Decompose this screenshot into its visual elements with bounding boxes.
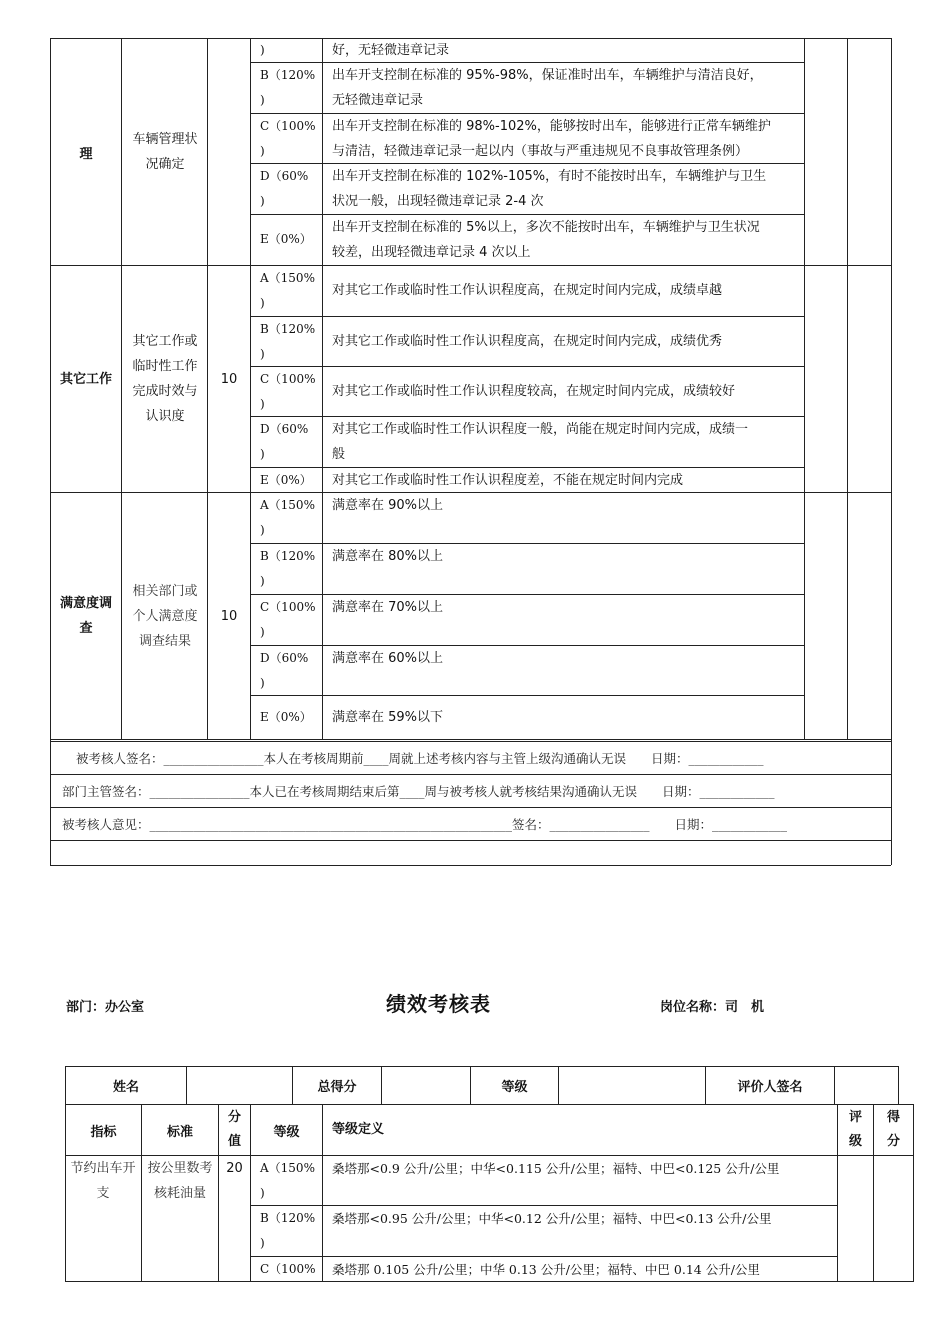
grade-cell: A（150% ) <box>260 271 315 310</box>
grade-cell: B（120% ) <box>260 549 316 588</box>
definition-cell: 对其它工作或临时性工作认识程度差，不能在规定时间内完成 <box>332 473 684 488</box>
page-title: 绩效考核表 <box>386 992 491 1016</box>
category-label: 满意度调查 <box>60 596 113 636</box>
score-value: 10 <box>220 371 238 387</box>
definition-cell: 对其它工作或临时性工作认识程度高，在规定时间内完成，成绩优秀 <box>332 334 723 349</box>
standard-label: 其它工作或临时性工作完成时效与认识度 <box>132 334 198 424</box>
grade-cell: C（100% ) <box>260 119 316 158</box>
name-label: 姓名 <box>112 1080 139 1095</box>
category-label: 其它工作 <box>60 371 113 387</box>
department-label: 部门：办公室 <box>66 1000 145 1015</box>
evaluator-signature-value[interactable] <box>835 1067 898 1104</box>
grade-cell: B（120% ) <box>260 322 316 361</box>
indicator-value: 节约出车开 支 <box>70 1161 136 1201</box>
name-value[interactable] <box>187 1067 292 1104</box>
definition-cell: 满意率在 90%以上 <box>332 498 444 513</box>
position-label: 岗位名称：司 机 <box>660 1000 765 1015</box>
header-standard: 标准 <box>166 1124 193 1140</box>
level-value[interactable] <box>559 1067 705 1104</box>
definition-cell: 对其它工作或临时性工作认识程度高，在规定时间内完成，成绩卓越 <box>332 283 723 298</box>
grade-cell: E（0%） <box>260 710 312 724</box>
header-level: 等级 <box>273 1124 300 1140</box>
definition-cell: 桑塔那 0.105 公升/公里；中华 0.13 公升/公里；福特、中巴 0.14 公升/公里 <box>332 1262 760 1277</box>
grade-cell: C（100% <box>260 1262 316 1276</box>
evaluator-signature-label: 评价人签名 <box>737 1080 803 1095</box>
definition-cell: 对其它工作或临时性工作认识程度一般，尚能在规定时间内完成，成绩一 般 <box>332 422 749 462</box>
score-value: 20 <box>226 1161 243 1176</box>
grade-cell: D（60% ) <box>260 422 309 461</box>
header-score: 分值 <box>227 1110 241 1149</box>
grade-cell: D（60% ) <box>260 651 309 690</box>
grade-cell: C（100% ) <box>260 372 316 411</box>
definition-cell: 桑塔那<0.9 公升/公里；中华<0.115 公升/公里；福特、中巴<0.125 公升/公里 <box>332 1161 780 1176</box>
total-score-label: 总得分 <box>317 1080 357 1095</box>
definition-cell: 出车开支控制在标准的 95%-98%，保证准时出车，车辆维护与清洁良好， 无轻微违章记录 <box>332 68 763 108</box>
grade-cell: D（60% ) <box>260 169 309 208</box>
standard-label: 车辆管理状况确定 <box>132 132 198 172</box>
grade-cell: E（0%） <box>260 473 312 487</box>
grade-cell: A（150% ) <box>260 1161 315 1200</box>
header-definition: 等级定义 <box>332 1122 385 1137</box>
definition-cell: 满意率在 80%以上 <box>332 549 444 564</box>
grade-cell: E（0%） <box>260 232 312 246</box>
standard-value: 按公里数考核耗油量 <box>147 1161 213 1201</box>
definition-cell: 满意率在 60%以上 <box>332 651 444 666</box>
definition-cell: 好，无轻微违章记录 <box>332 43 450 58</box>
definition-cell: 出车开支控制在标准的 102%-105%，有时不能按时出车，车辆维护与卫生 状况一般，出现轻微违章记录 2-4 次 <box>332 169 767 209</box>
grade-cell: ) <box>260 43 265 57</box>
header-indicator: 指标 <box>90 1124 117 1140</box>
grade-cell: C（100% ) <box>260 600 316 639</box>
definition-cell: 桑塔那<0.95 公升/公里；中华<0.12 公升/公里；福特、中巴<0.13 公升/公里 <box>332 1211 772 1226</box>
total-score-value[interactable] <box>382 1067 470 1104</box>
grade-cell: B（120% ) <box>260 1211 316 1250</box>
score-value: 10 <box>220 608 238 624</box>
definition-cell: 出车开支控制在标准的 5%以上，多次不能按时出车，车辆维护与卫生状况 较差，出现轻微违章记录 4 次以上 <box>332 220 760 260</box>
grade-cell: A（150% ) <box>260 498 315 537</box>
definition-cell: 对其它工作或临时性工作认识程度较高，在规定时间内完成，成绩较好 <box>332 384 736 399</box>
definition-cell: 出车开支控制在标准的 98%-102%，能够按时出车，能够进行正常车辆维护 与清洁，轻微违章记录一起以内（事故与严重违规见不良事故管理条例） <box>332 119 771 159</box>
definition-cell: 满意率在 59%以下 <box>332 710 444 725</box>
definition-cell: 满意率在 70%以上 <box>332 600 444 615</box>
level-label: 等级 <box>501 1080 528 1095</box>
standard-label: 相关部门或个人满意度调查结果 <box>132 583 198 649</box>
grade-cell: B（120% ) <box>260 68 316 107</box>
header-rating: 评级 <box>848 1110 862 1149</box>
category-label: 理 <box>79 146 93 162</box>
employee-opinion-row: 被考核人意见：__________________________________________________________签名：________________ 日期：____________ <box>62 817 788 832</box>
employee-signature-row: 被考核人签名：________________本人在考核周期前____周就上述考核内容与主管上级沟通确认无误 日期：____________ <box>76 751 764 766</box>
manager-signature-row: 部门主管签名：________________本人已在考核周期结束后第____周与被考核人就考核结果沟通确认无误 日期：____________ <box>62 784 775 799</box>
header-points: 得分 <box>886 1110 900 1149</box>
